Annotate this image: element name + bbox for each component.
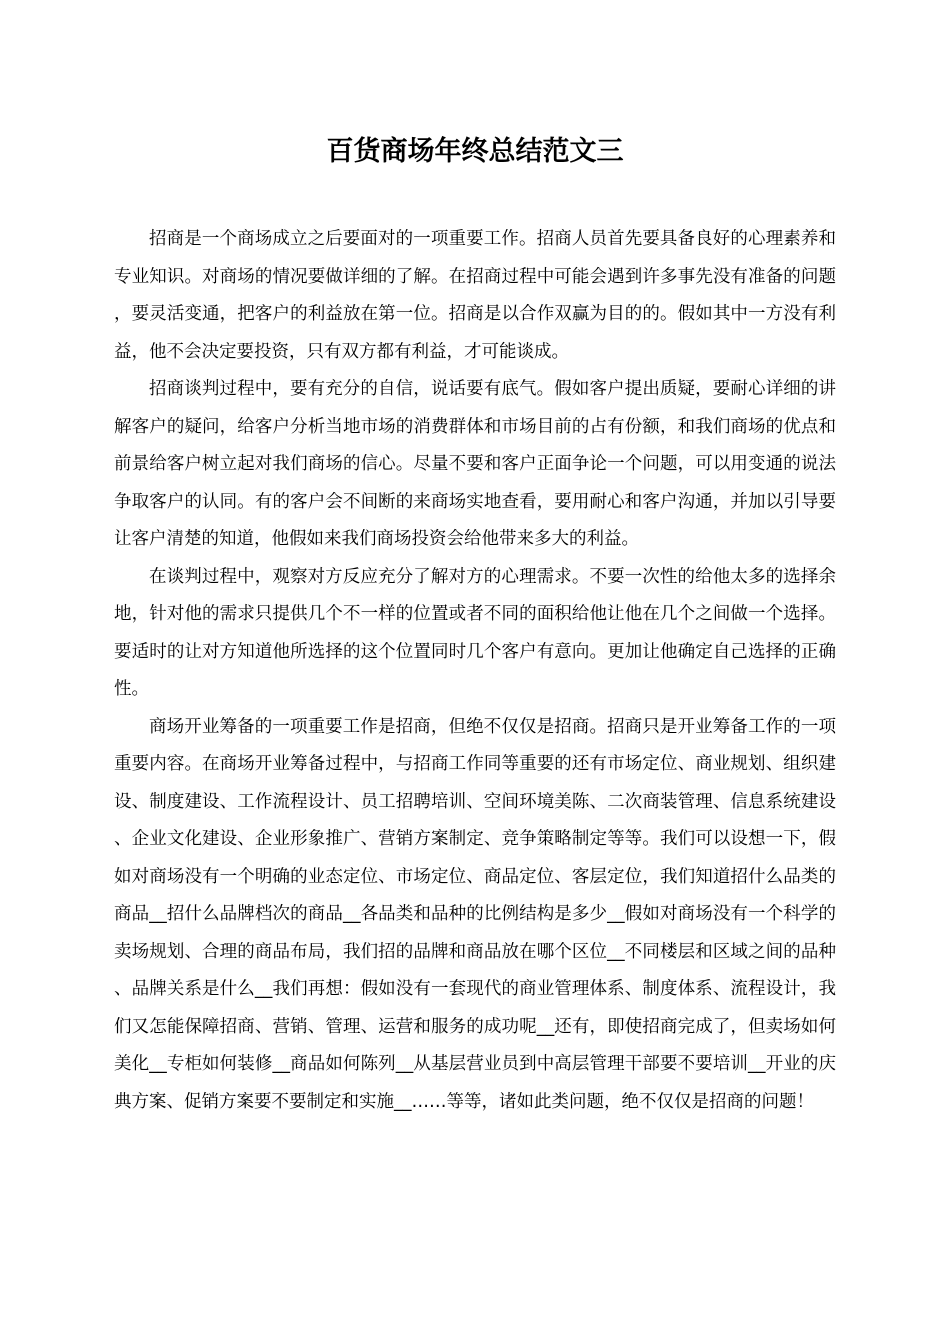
paragraph-2: 招商谈判过程中，要有充分的自信，说话要有底气。假如客户提出质疑，要耐心详细的讲解客户的疑问，给客户分析当地市场的消费群体和市场目前的占有份额，和我们商场的优点和前景给客户树立起对我们商场的信心。尽量不要和客户正面争论一个问题，可以用变通的说法争取客户的认同。有的客户会不间断的来商场实地查看，要用耐心和客户沟通，并加以引导要让客户清楚的知道，他假如来我们商场投资会给他带来多大的利益。 <box>114 379 836 549</box>
paragraph-3: 在谈判过程中，观察对方反应充分了解对方的心理需求。不要一次性的给他太多的选择余地，针对他的需求只提供几个不一样的位置或者不同的面积给他让他在几个之间做一个选择。要适时的让对方知道他所选择的这个位置同时几个客户有意向。更加让他确定自己选择的正确性。 <box>114 566 836 699</box>
document-body <box>114 221 836 1121</box>
paragraph-1: 招商是一个商场成立之后要面对的一项重要工作。招商人员首先要具备良好的心理素养和专业知识。对商场的情况要做详细的了解。在招商过程中可能会遇到许多事先没有准备的问题，要灵活变通，把客户的利益放在第一位。招商是以合作双赢为目的的。假如其中一方没有利益，他不会决定要投资，只有双方都有利益，才可能谈成。 <box>114 229 836 362</box>
document-title: 百货商场年终总结范文三 <box>326 136 624 167</box>
paragraph-4: 商场开业筹备的一项重要工作是招商，但绝不仅仅是招商。招商只是开业筹备工作的一项重要内容。在商场开业筹备过程中，与招商工作同等重要的还有市场定位、商业规划、组织建设、制度建设、工作流程设计、员工招聘培训、空间环境美陈、二次商装管理、信息系统建设、企业文化建设、企业形象推广、营销方案制定、竞争策略制定等等。我们可以设想一下，假如对商场没有一个明确的业态定位、市场定位、商品定位、客层定位，我们知道招什么品类的商品__招什么品牌档次的商品__各品类和品种的比例结构是多少__假如对商场没有一个科学的卖场规划、合理的商品布局，我们招的品牌和商品放在哪个区位__不同楼层和区域之间的品种、品牌关系是什么__我们再想：假如没有一套现代的商业管理体系、制度体系、流程设计，我们又怎能保障招商、营销、管理、运营和服务的成功呢__还有，即使招商完成了，但卖场如何美化__专柜如何装修__商品如何陈列__从基层营业员到中高层管理干部要不要培训__开业的庆典方案、促销方案要不要制定和实施__……等等，诸如此类问题，绝不仅仅是招商的问题！ <box>114 716 836 1112</box>
